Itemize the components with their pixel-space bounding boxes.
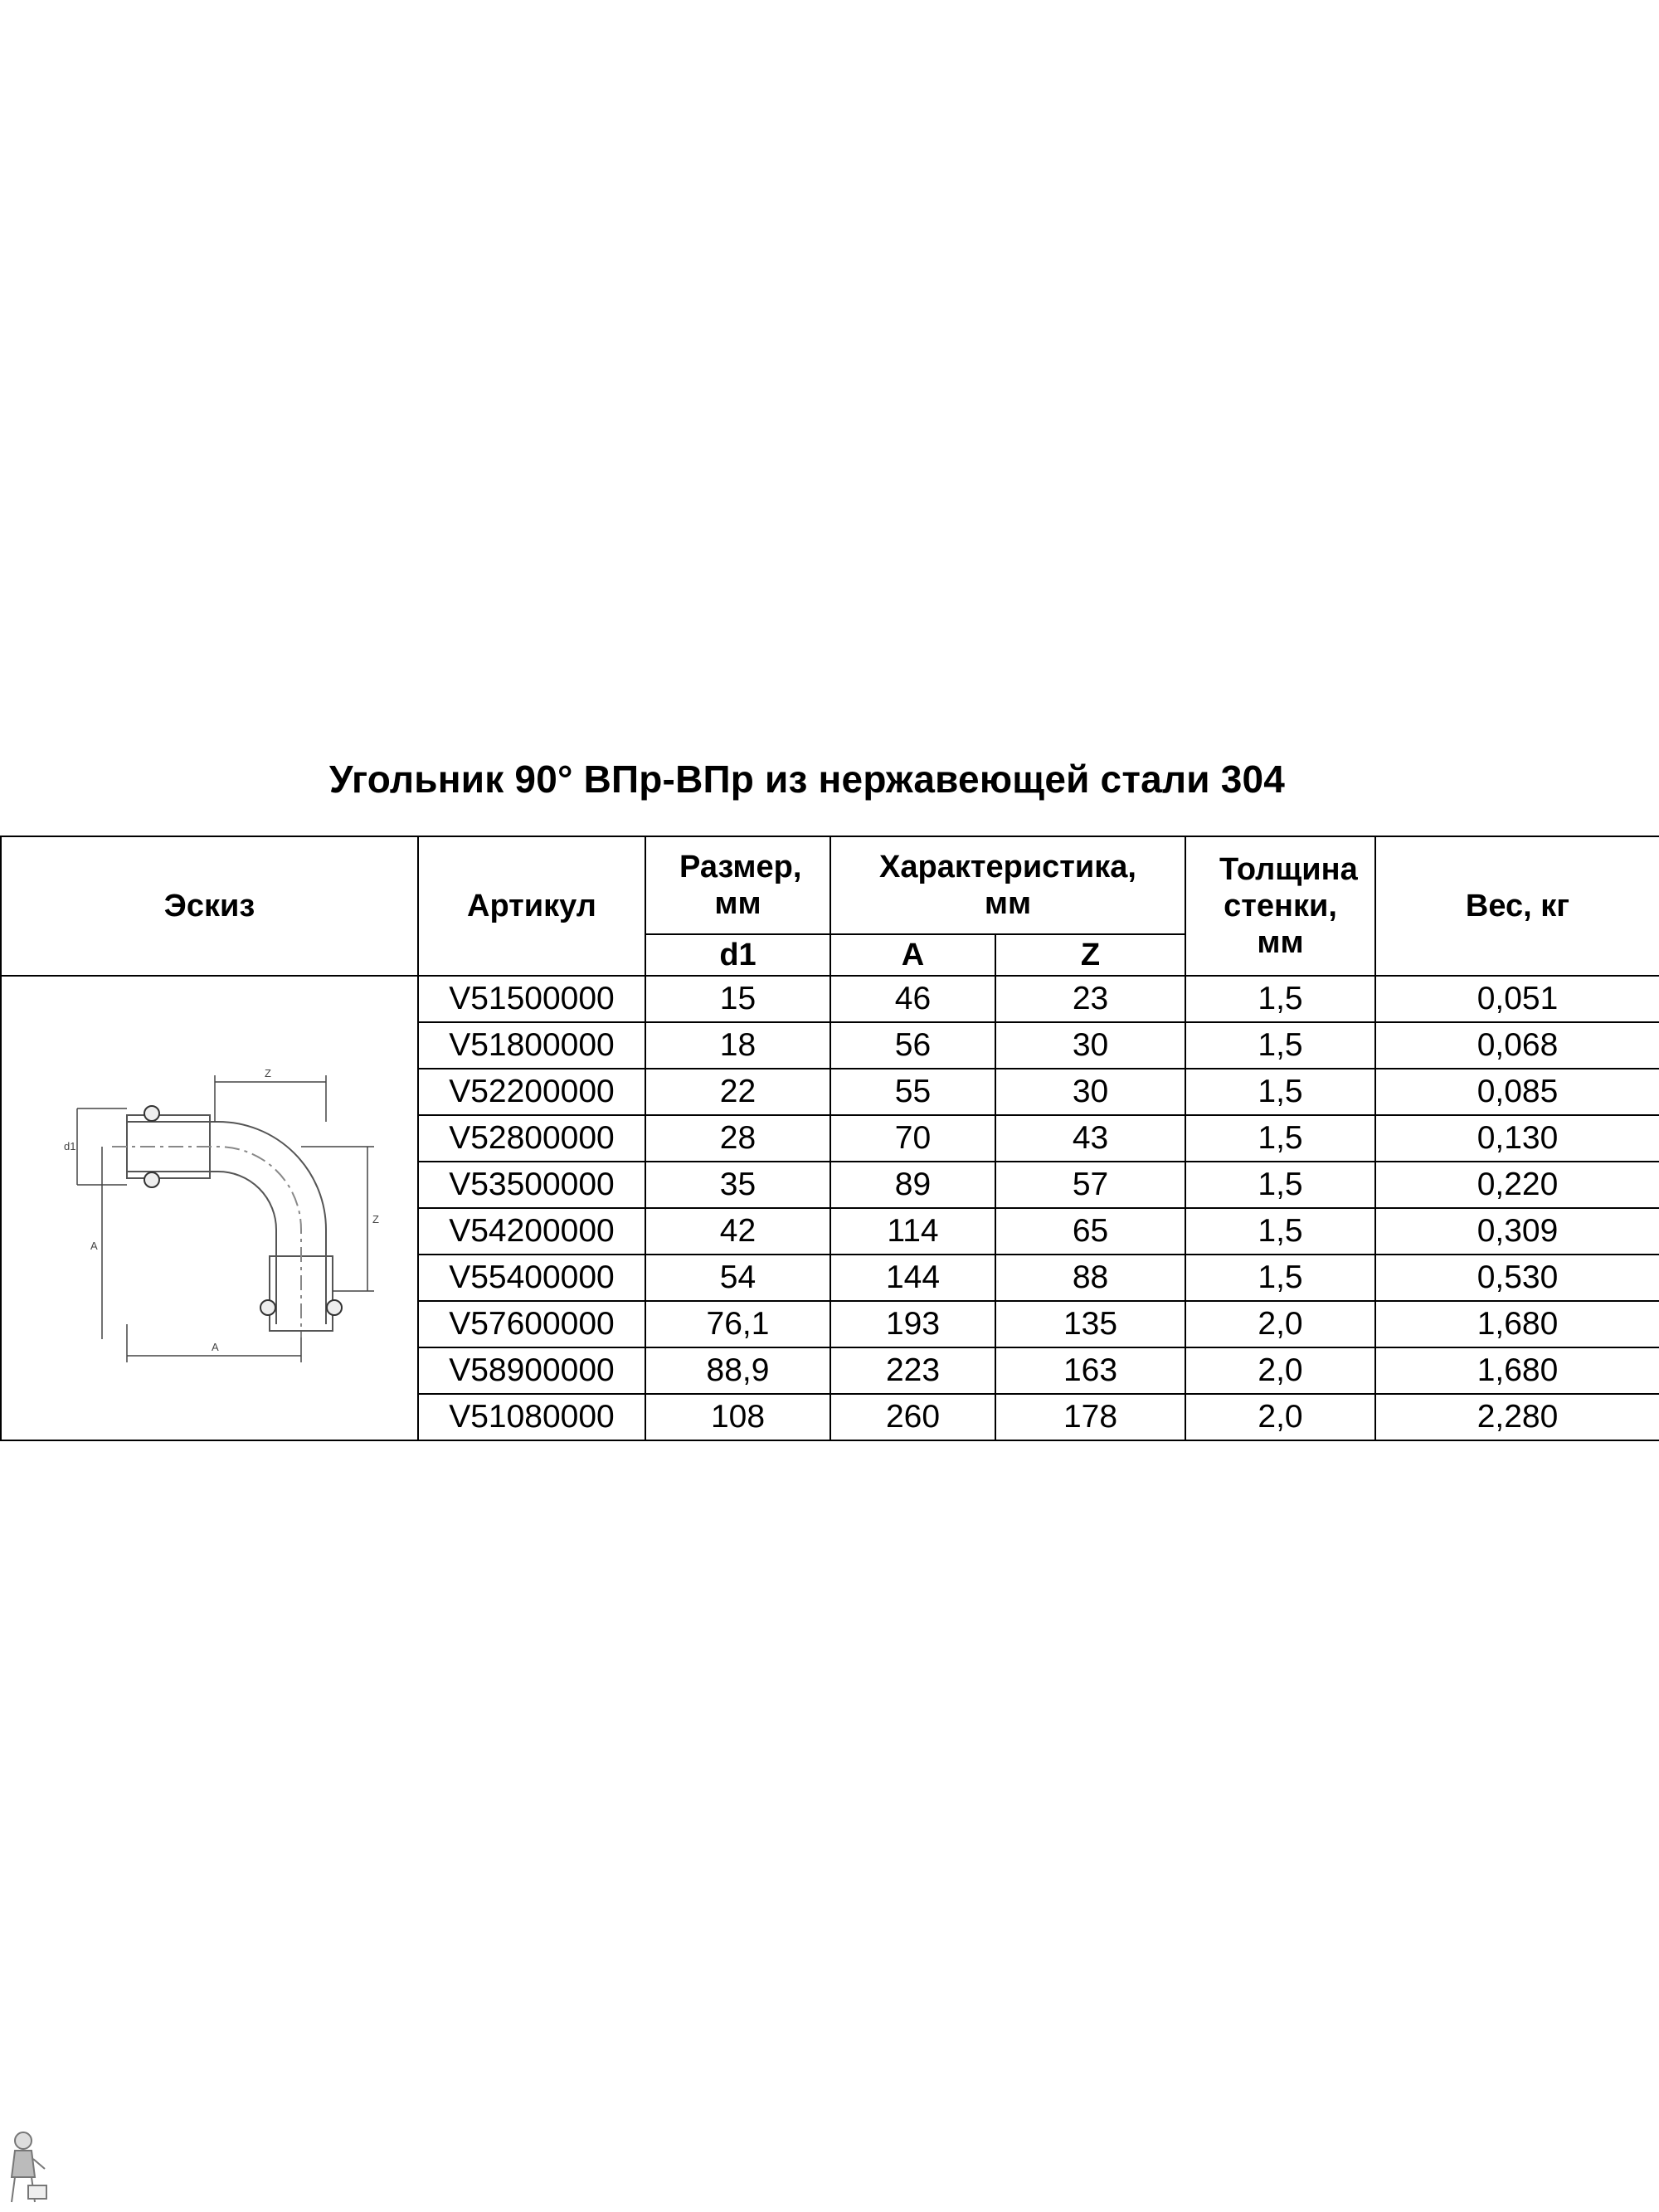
cell-z: 178 xyxy=(995,1394,1185,1440)
cell-weight: 1,680 xyxy=(1375,1301,1659,1347)
cell-weight: 2,280 xyxy=(1375,1394,1659,1440)
cell-article: V57600000 xyxy=(418,1301,645,1347)
cell-z: 30 xyxy=(995,1069,1185,1115)
cell-z: 57 xyxy=(995,1162,1185,1208)
cell-a: 46 xyxy=(830,976,995,1022)
spec-table xyxy=(0,836,1659,1441)
cell-article: V54200000 xyxy=(418,1208,645,1255)
plumber-logo-icon xyxy=(3,2126,50,2209)
cell-wall: 2,0 xyxy=(1185,1301,1375,1347)
cell-weight: 0,309 xyxy=(1375,1208,1659,1255)
cell-weight: 1,680 xyxy=(1375,1347,1659,1394)
cell-d1: 42 xyxy=(645,1208,830,1255)
cell-d1: 108 xyxy=(645,1394,830,1440)
sketch-label-a-side: A xyxy=(90,1240,98,1252)
cell-a: 55 xyxy=(830,1069,995,1115)
cell-wall: 1,5 xyxy=(1185,1069,1375,1115)
cell-article: V52800000 xyxy=(418,1115,645,1162)
sketch-cell xyxy=(1,976,418,1440)
cell-d1: 15 xyxy=(645,976,830,1022)
cell-article: V51500000 xyxy=(418,976,645,1022)
header-characteristic: Характеристика, мм xyxy=(830,836,1185,934)
cell-article: V58900000 xyxy=(418,1347,645,1394)
cell-article: V51800000 xyxy=(418,1022,645,1069)
cell-weight: 0,530 xyxy=(1375,1255,1659,1301)
cell-d1: 18 xyxy=(645,1022,830,1069)
header-wall-thickness: Толщина стенки, мм xyxy=(1185,836,1375,976)
header-weight: Вес, кг xyxy=(1375,836,1659,976)
cell-wall: 1,5 xyxy=(1185,1208,1375,1255)
cell-wall: 2,0 xyxy=(1185,1347,1375,1394)
sketch-label-d1: d1 xyxy=(63,1140,75,1152)
cell-weight: 0,085 xyxy=(1375,1069,1659,1115)
sketch-label-z-side: Z xyxy=(372,1213,379,1225)
cell-article: V51080000 xyxy=(418,1394,645,1440)
cell-article: V52200000 xyxy=(418,1069,645,1115)
cell-weight: 0,068 xyxy=(1375,1022,1659,1069)
cell-a: 114 xyxy=(830,1208,995,1255)
cell-z: 30 xyxy=(995,1022,1185,1069)
header-a: A xyxy=(830,934,995,976)
elbow-sketch-drawing xyxy=(19,1042,401,1374)
cell-z: 43 xyxy=(995,1115,1185,1162)
sketch-label-a-bottom: A xyxy=(211,1341,219,1353)
header-article: Артикул xyxy=(418,836,645,976)
cell-a: 56 xyxy=(830,1022,995,1069)
cell-z: 135 xyxy=(995,1301,1185,1347)
side-watermark xyxy=(1636,2141,1652,2207)
cell-weight: 0,051 xyxy=(1375,976,1659,1022)
cell-z: 88 xyxy=(995,1255,1185,1301)
table-row xyxy=(1,976,1659,1022)
cell-a: 70 xyxy=(830,1115,995,1162)
cell-d1: 76,1 xyxy=(645,1301,830,1347)
cell-a: 193 xyxy=(830,1301,995,1347)
cell-wall: 1,5 xyxy=(1185,1255,1375,1301)
cell-article: V55400000 xyxy=(418,1255,645,1301)
cell-a: 89 xyxy=(830,1162,995,1208)
cell-d1: 88,9 xyxy=(645,1347,830,1394)
sketch-label-z-top: Z xyxy=(264,1067,271,1079)
cell-weight: 0,220 xyxy=(1375,1162,1659,1208)
cell-d1: 54 xyxy=(645,1255,830,1301)
cell-weight: 0,130 xyxy=(1375,1115,1659,1162)
header-sketch: Эскиз xyxy=(1,836,418,976)
header-z: Z xyxy=(995,934,1185,976)
header-size: Размер, мм xyxy=(645,836,830,934)
cell-z: 65 xyxy=(995,1208,1185,1255)
cell-d1: 22 xyxy=(645,1069,830,1115)
header-d1: d1 xyxy=(645,934,830,976)
cell-d1: 28 xyxy=(645,1115,830,1162)
cell-wall: 1,5 xyxy=(1185,976,1375,1022)
cell-wall: 1,5 xyxy=(1185,1022,1375,1069)
cell-z: 163 xyxy=(995,1347,1185,1394)
cell-a: 260 xyxy=(830,1394,995,1440)
cell-a: 223 xyxy=(830,1347,995,1394)
cell-d1: 35 xyxy=(645,1162,830,1208)
cell-z: 23 xyxy=(995,976,1185,1022)
cell-wall: 1,5 xyxy=(1185,1162,1375,1208)
cell-article: V53500000 xyxy=(418,1162,645,1208)
page-title: Угольник 90° ВПр-ВПр из нержавеющей стали 304 xyxy=(328,758,1286,801)
cell-wall: 1,5 xyxy=(1185,1115,1375,1162)
cell-wall: 2,0 xyxy=(1185,1394,1375,1440)
cell-a: 144 xyxy=(830,1255,995,1301)
